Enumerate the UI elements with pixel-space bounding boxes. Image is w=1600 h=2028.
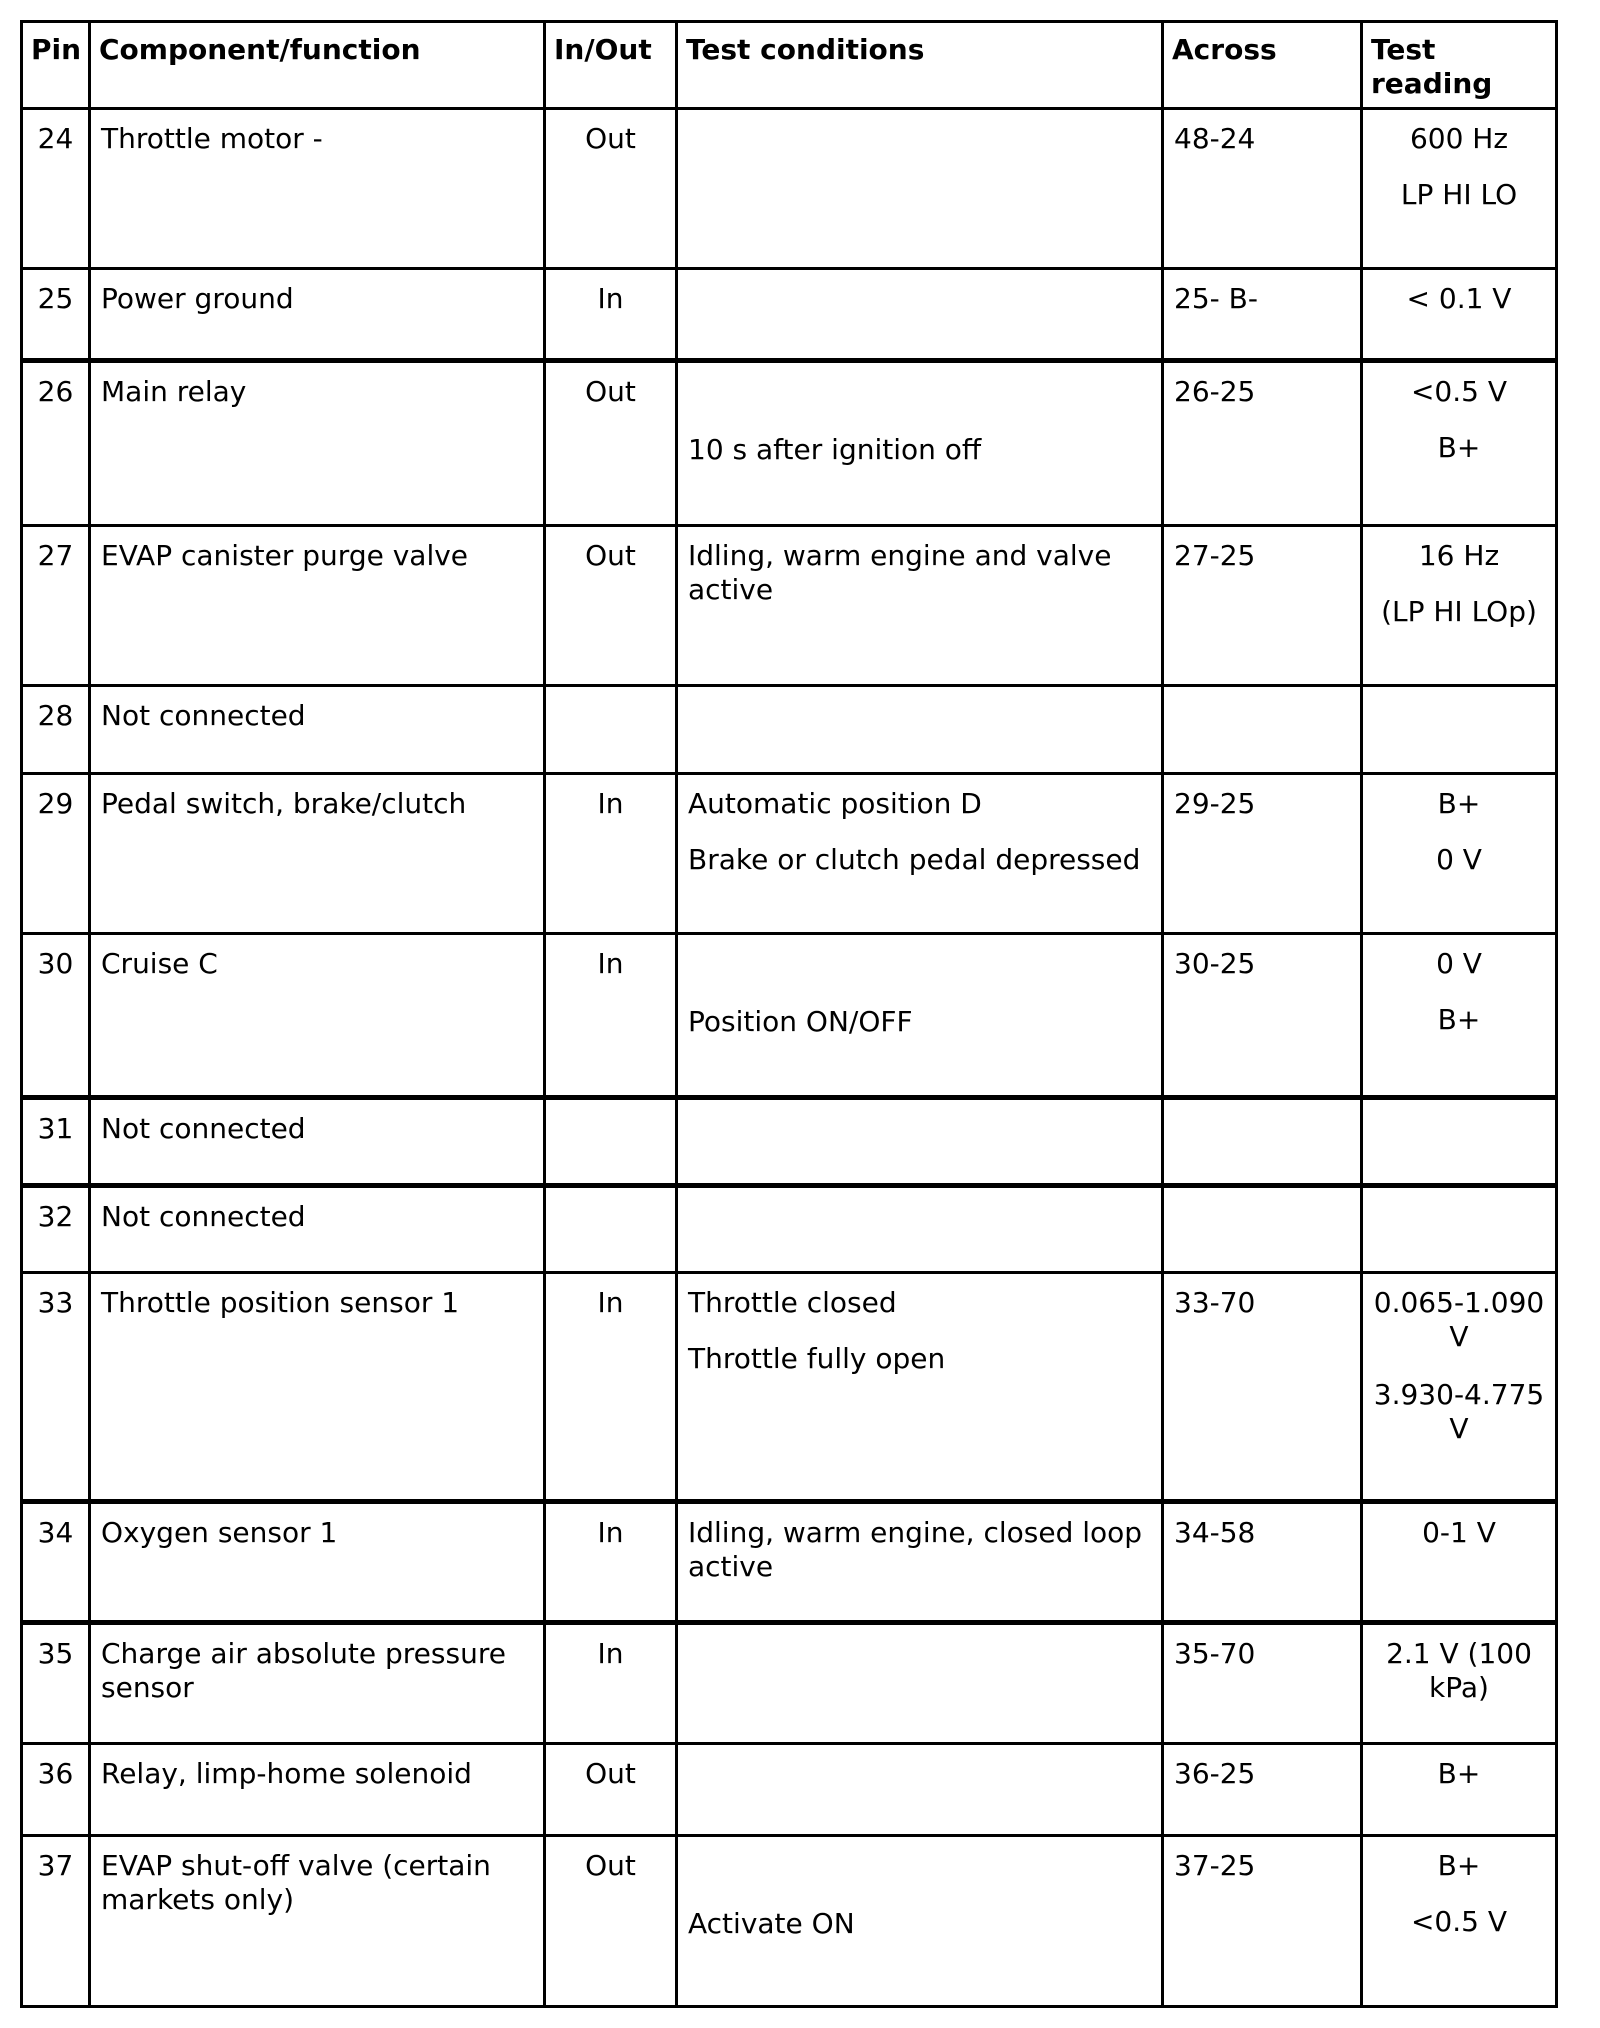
component-name: Pedal switch, brake/clutch	[90, 774, 545, 934]
reading-line: B+	[1437, 1849, 1481, 1882]
across: 25- B-	[1163, 269, 1362, 361]
pin-number: 26	[22, 361, 90, 526]
pin-number: 28	[22, 686, 90, 774]
reading-line: 0 V	[1436, 947, 1482, 980]
component-name: Charge air absolute pressure sensor	[90, 1623, 545, 1744]
test-conditions	[677, 526, 1163, 686]
test-conditions	[677, 1836, 1163, 2007]
reading-line: (LP HI LOp)	[1381, 595, 1537, 628]
in-out: In	[545, 1623, 677, 1744]
across	[1163, 1186, 1362, 1273]
test-conditions	[677, 1186, 1163, 1273]
table-row	[22, 1273, 1557, 1502]
in-out	[545, 686, 677, 774]
test-conditions	[677, 1623, 1163, 1744]
across: 27-25	[1163, 526, 1362, 686]
test-reading	[1362, 1623, 1557, 1744]
test-conditions	[677, 1502, 1163, 1623]
across	[1163, 686, 1362, 774]
table-row	[22, 1623, 1557, 1744]
table-row	[22, 361, 1557, 526]
across: 26-25	[1163, 361, 1362, 526]
in-out	[545, 1186, 677, 1273]
in-out: Out	[545, 1744, 677, 1836]
header-row	[22, 22, 1557, 109]
test-reading	[1362, 1836, 1557, 2007]
test-reading	[1362, 109, 1557, 269]
reading-line: 3.930-4.775 V	[1373, 1378, 1545, 1445]
test-reading	[1362, 269, 1557, 361]
pin-number: 31	[22, 1098, 90, 1186]
table-row	[22, 269, 1557, 361]
condition-line: Brake or clutch pedal depressed	[688, 843, 1141, 876]
header-pin: Pin	[22, 22, 90, 109]
reading-line: 16 Hz	[1418, 539, 1500, 572]
component-name: Power ground	[90, 269, 545, 361]
header-reading: Test reading	[1362, 22, 1557, 109]
in-out: Out	[545, 361, 677, 526]
test-conditions	[677, 934, 1163, 1098]
table-row	[22, 1502, 1557, 1623]
table-row	[22, 934, 1557, 1098]
table-row	[22, 109, 1557, 269]
in-out: Out	[545, 109, 677, 269]
pin-number: 36	[22, 1744, 90, 1836]
table-row	[22, 686, 1557, 774]
condition-line: Idling, warm engine, closed loop active	[688, 1516, 1143, 1583]
condition-line: Automatic position D	[688, 787, 982, 820]
across: 35-70	[1163, 1623, 1362, 1744]
test-conditions	[677, 361, 1163, 526]
test-reading	[1362, 361, 1557, 526]
across: 34-58	[1163, 1502, 1362, 1623]
test-conditions	[677, 774, 1163, 934]
reading-line: < 0.1 V	[1406, 282, 1512, 315]
pin-number: 25	[22, 269, 90, 361]
table-row	[22, 1836, 1557, 2007]
in-out: In	[545, 1273, 677, 1502]
header-across: Across	[1163, 22, 1362, 109]
test-reading	[1362, 686, 1557, 774]
table-row	[22, 1098, 1557, 1186]
across: 33-70	[1163, 1273, 1362, 1502]
pin-number: 30	[22, 934, 90, 1098]
pin-number: 29	[22, 774, 90, 934]
header-component: Component/function	[90, 22, 545, 109]
test-conditions	[677, 269, 1163, 361]
test-reading	[1362, 774, 1557, 934]
reading-line: B+	[1437, 431, 1481, 464]
reading-line: 600 Hz	[1409, 122, 1509, 155]
reading-line: B+	[1437, 1757, 1481, 1790]
across	[1163, 1098, 1362, 1186]
condition-line: Throttle closed	[688, 1286, 897, 1319]
pin-number: 35	[22, 1623, 90, 1744]
component-name: EVAP canister purge valve	[90, 526, 545, 686]
test-reading	[1362, 526, 1557, 686]
component-name: Throttle motor -	[90, 109, 545, 269]
header-inout: In/Out	[545, 22, 677, 109]
condition-line: Throttle fully open	[688, 1342, 946, 1375]
component-name: Not connected	[90, 1186, 545, 1273]
pin-number: 24	[22, 109, 90, 269]
in-out	[545, 1098, 677, 1186]
condition-line: Position ON/OFF	[688, 1005, 913, 1038]
component-name: Throttle position sensor 1	[90, 1273, 545, 1502]
component-name: Cruise C	[90, 934, 545, 1098]
across: 48-24	[1163, 109, 1362, 269]
across: 30-25	[1163, 934, 1362, 1098]
table-row	[22, 1744, 1557, 1836]
pin-number: 33	[22, 1273, 90, 1502]
in-out: Out	[545, 526, 677, 686]
condition-line	[688, 375, 1151, 409]
reading-line: 0.065-1.090 V	[1373, 1286, 1545, 1353]
across: 36-25	[1163, 1744, 1362, 1836]
pin-number: 32	[22, 1186, 90, 1273]
condition-line: Activate ON	[688, 1907, 855, 1940]
in-out: Out	[545, 1836, 677, 2007]
test-conditions	[677, 109, 1163, 269]
test-reading	[1362, 1273, 1557, 1502]
in-out: In	[545, 1502, 677, 1623]
test-conditions	[677, 686, 1163, 774]
component-name: Main relay	[90, 361, 545, 526]
test-reading	[1362, 934, 1557, 1098]
condition-line: Idling, warm engine and valve active	[688, 539, 1112, 606]
reading-line: LP HI LO	[1400, 178, 1518, 211]
in-out: In	[545, 774, 677, 934]
pin-number: 37	[22, 1836, 90, 2007]
across: 29-25	[1163, 774, 1362, 934]
test-reading	[1362, 1186, 1557, 1273]
reading-line: 2.1 V (100 kPa)	[1386, 1637, 1532, 1704]
header-conditions: Test conditions	[677, 22, 1163, 109]
reading-line: 0-1 V	[1422, 1516, 1496, 1549]
reading-line: B+	[1437, 787, 1481, 820]
condition-line	[688, 947, 1151, 981]
pin-table	[20, 20, 1558, 2008]
test-conditions	[677, 1098, 1163, 1186]
condition-line	[688, 1849, 1151, 1883]
table-row	[22, 1186, 1557, 1273]
component-name: Oxygen sensor 1	[90, 1502, 545, 1623]
test-conditions	[677, 1273, 1163, 1502]
reading-line: <0.5 V	[1410, 375, 1508, 408]
in-out: In	[545, 269, 677, 361]
pin-number: 34	[22, 1502, 90, 1623]
reading-line: 0 V	[1436, 843, 1482, 876]
across: 37-25	[1163, 1836, 1362, 2007]
component-name: Not connected	[90, 686, 545, 774]
in-out: In	[545, 934, 677, 1098]
pin-number: 27	[22, 526, 90, 686]
table-row	[22, 526, 1557, 686]
table-row	[22, 774, 1557, 934]
component-name: EVAP shut-off valve (certain markets only)	[90, 1836, 545, 2007]
component-name: Not connected	[90, 1098, 545, 1186]
test-reading	[1362, 1098, 1557, 1186]
test-conditions	[677, 1744, 1163, 1836]
condition-line: 10 s after ignition off	[688, 433, 982, 466]
test-reading	[1362, 1744, 1557, 1836]
reading-line: B+	[1437, 1003, 1481, 1036]
reading-line: <0.5 V	[1410, 1905, 1508, 1938]
component-name: Relay, limp-home solenoid	[90, 1744, 545, 1836]
test-reading	[1362, 1502, 1557, 1623]
